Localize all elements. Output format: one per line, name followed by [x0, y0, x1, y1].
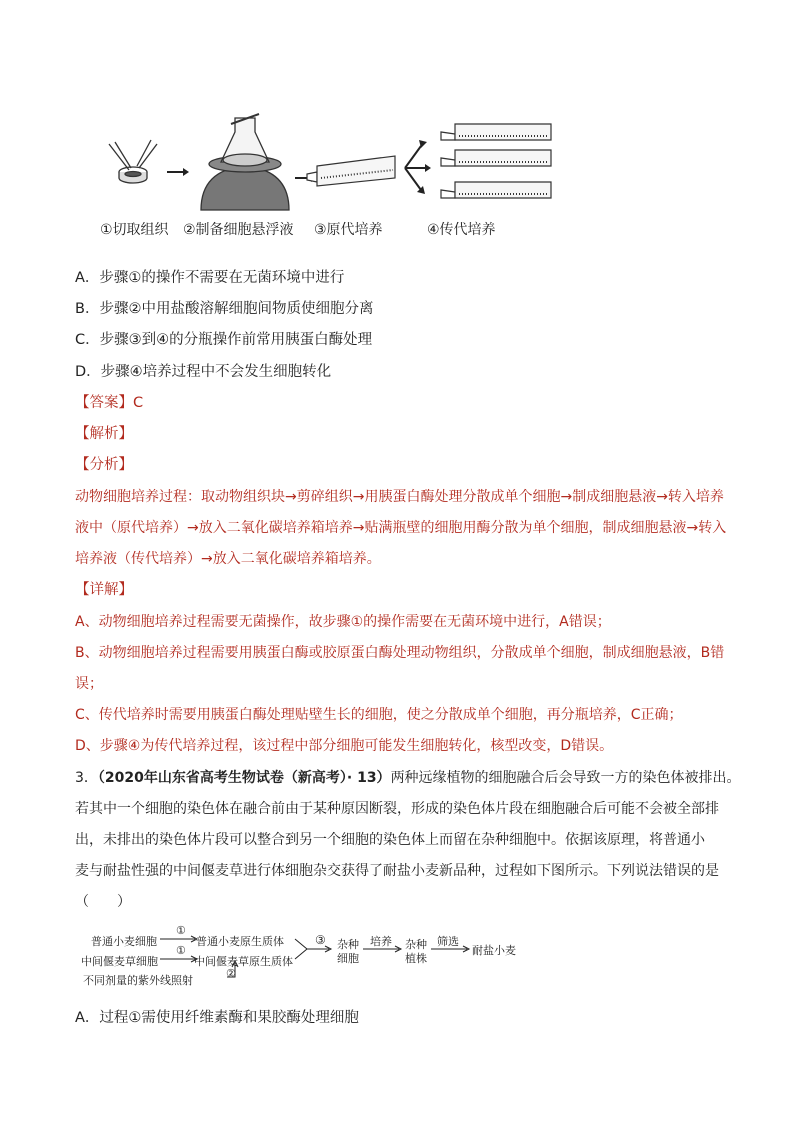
- fenxi-line-3: 培养液（传代培养）→放入二氧化碳培养箱培养。: [75, 551, 381, 567]
- flow-proto2: 中间偃麦草原生质体: [194, 955, 293, 968]
- flow-hybrid-plant-b: 植株: [405, 952, 427, 965]
- caption-step1: ①切取组织: [100, 222, 169, 238]
- flow-src1: 普通小麦细胞: [91, 935, 157, 948]
- fenxi-line-1: 动物细胞培养过程：取动物组织块→剪碎组织→用胰蛋白酶处理分散成单个细胞→制成细胞悬液→转入培养: [75, 489, 724, 505]
- xiangjie-label: 【详解】: [75, 582, 133, 598]
- flow-step3: ③: [315, 933, 326, 947]
- answer-value: C: [133, 395, 144, 411]
- q3-line-5: （ ）: [75, 894, 131, 910]
- flow-step1: ①: [176, 924, 186, 937]
- xiangjie-line-4: C、传代培养时需要用胰蛋白酶处理贴壁生长的细胞，使之分散成单个细胞，再分瓶培养，C正确；: [75, 707, 683, 723]
- caption-step3: ③原代培养: [314, 222, 383, 238]
- subculture-flasks-icon: [441, 124, 551, 198]
- flow-culture: 培养: [370, 935, 392, 948]
- xiangjie-line-1: A、动物细胞培养过程需要无菌操作，故步骤①的操作需要在无菌环境中进行，A错误；: [75, 614, 611, 630]
- q3-text-1: 两种远缘植物的细胞融合后会导致一方的染色体被排出。: [390, 770, 741, 786]
- q3-line-3: 出，未排出的染色体片段可以整合到另一个细胞的染色体上而留在杂种细胞中。依据该原理，将普通小: [75, 832, 705, 848]
- flask-stirrer-icon: [201, 114, 289, 210]
- q3-source: （2020年山东省高考生物试卷（新高考）· 13）: [97, 770, 391, 786]
- primary-culture-flask-icon: [307, 156, 395, 186]
- cell-culture-figure: [95, 110, 565, 215]
- flow-step1b: ①: [176, 944, 186, 957]
- q3-line-2: 若其中一个细胞的染色体在融合前由于某种原因断裂，形成的染色体片段在细胞融合后可能不会被全部排: [75, 801, 719, 817]
- cell-culture-illustration: [95, 110, 565, 215]
- flow-hybrid-cell-b: 细胞: [337, 952, 359, 965]
- q3-line-4: 麦与耐盐性强的中间偃麦草进行体细胞杂交获得了耐盐小麦新品种，过程如下图所示。下列说法错误的是: [75, 863, 719, 879]
- answer-label: 【答案】: [75, 395, 133, 411]
- tissue-dish-icon: [109, 140, 157, 183]
- flow-result: 耐盐小麦: [472, 944, 516, 957]
- analysis-label: 【解析】: [75, 426, 133, 442]
- option-b: B．步骤②中用盐酸溶解细胞间物质使细胞分离: [75, 301, 374, 317]
- answer-line: [75, 393, 143, 413]
- option-a: A．步骤①的操作不需要在无菌环境中进行: [75, 270, 345, 286]
- fenxi-line-2: 液中（原代培养）→放入二氧化碳培养箱培养→贴满瓶壁的细胞用酶分散为单个细胞，制成细胞悬液→转入: [75, 520, 727, 536]
- flow-hybrid-plant-a: 杂种: [405, 938, 427, 951]
- caption-step4: ④传代培养: [427, 222, 496, 238]
- xiangjie-line-5: D、步骤④为传代培养过程，该过程中部分细胞可能发生细胞转化，核型改变，D错误。: [75, 738, 614, 754]
- q3-line-1: [75, 768, 741, 788]
- flow-step2: ②: [226, 967, 236, 980]
- q3-option-a: A．过程①需使用纤维素酶和果胶酶处理细胞: [75, 1010, 359, 1026]
- flow-proto1: 普通小麦原生质体: [196, 935, 284, 948]
- flow-src2: 中间偃麦草细胞: [81, 955, 158, 968]
- xiangjie-line-2: B、动物细胞培养过程需要用胰蛋白酶或胶原蛋白酶处理动物组织，分散成单个细胞，制成细胞悬液，B错: [75, 645, 725, 661]
- flow-uv: 不同剂量的紫外线照射: [83, 974, 193, 987]
- option-c: C．步骤③到④的分瓶操作前常用胰蛋白酶处理: [75, 332, 373, 348]
- xiangjie-line-3: 误；: [75, 676, 103, 692]
- fenxi-label: 【分析】: [75, 457, 133, 473]
- branch-arrows-icon: [405, 146, 425, 190]
- caption-step2: ②制备细胞悬浮液: [183, 222, 294, 238]
- flow-screen: 筛选: [437, 935, 459, 948]
- q3-number: 3．: [75, 770, 98, 786]
- flow-hybrid-cell-a: 杂种: [337, 938, 359, 951]
- option-d: D．步骤④培养过程中不会发生细胞转化: [75, 364, 332, 380]
